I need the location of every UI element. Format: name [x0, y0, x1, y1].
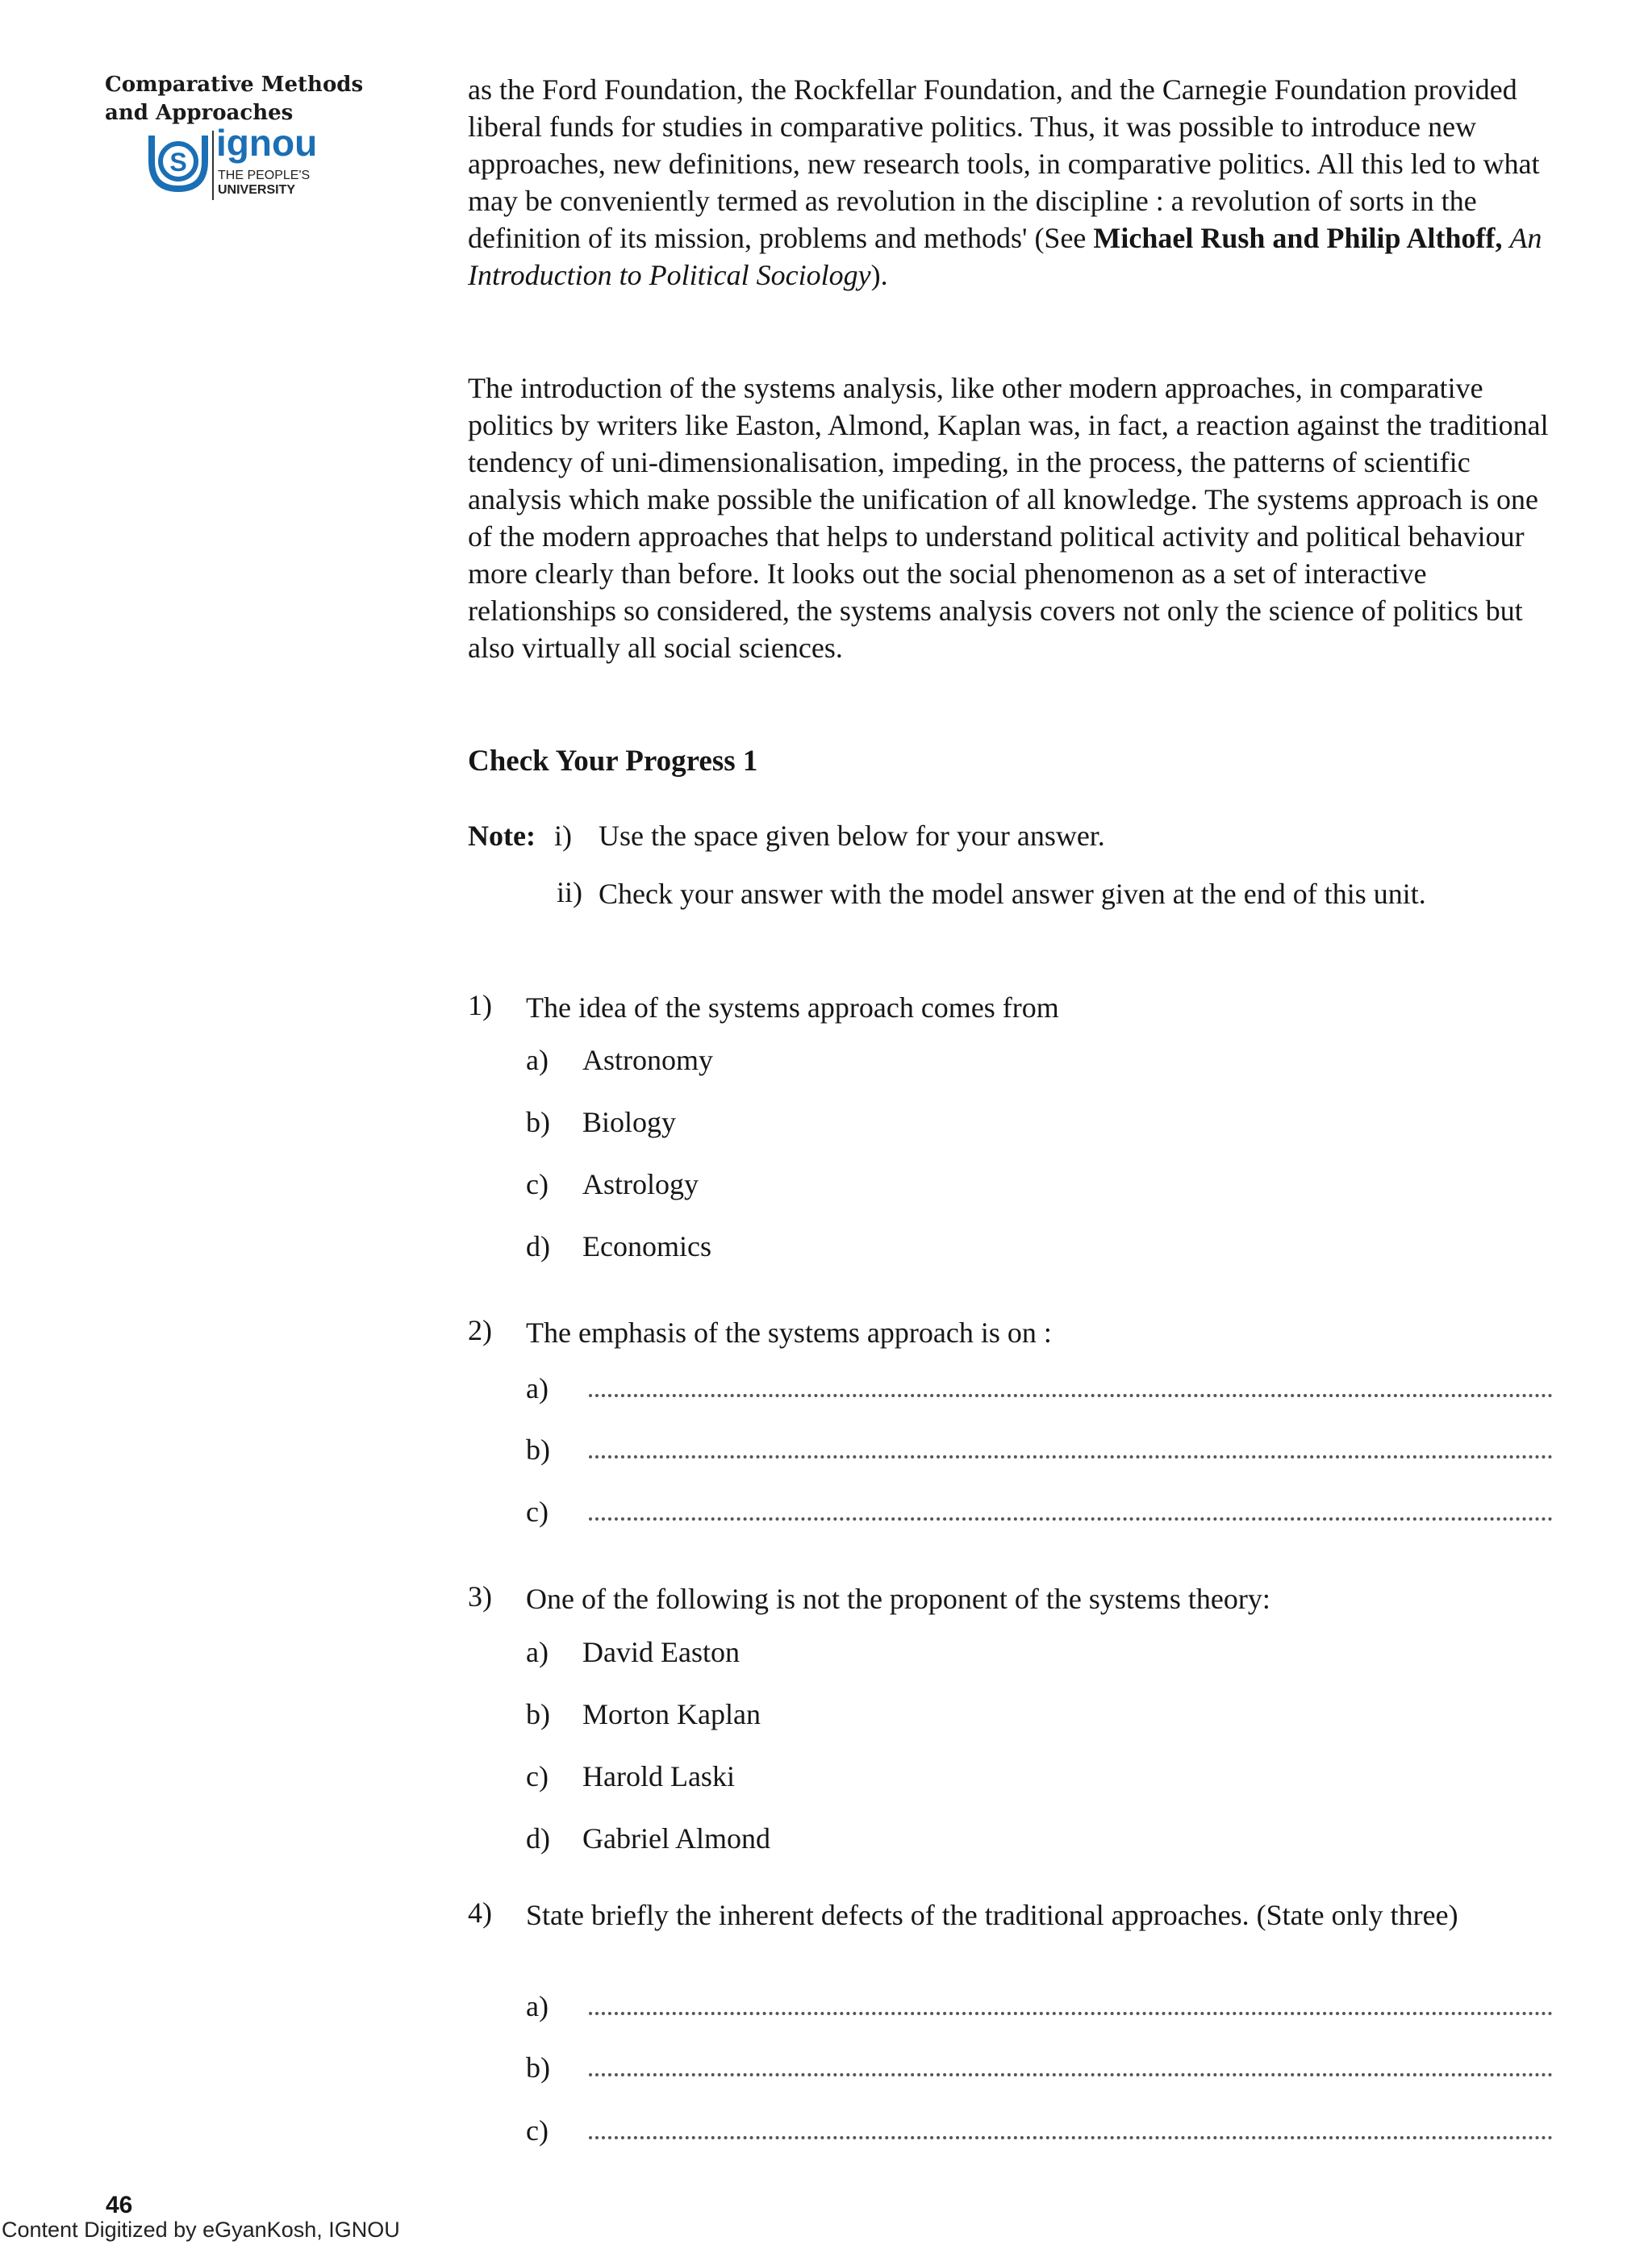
- paragraph-1-end: ).: [870, 259, 888, 291]
- question-1-option-b-letter: b): [526, 1106, 550, 1138]
- question-3-number: 3): [468, 1580, 492, 1613]
- question-2-blank-c-letter: c): [526, 1496, 549, 1528]
- question-4-text: State briefly the inherent defects of the traditional approaches. (State only three): [526, 1899, 1458, 1931]
- question-1-option-a: Astronomy: [582, 1044, 713, 1076]
- logo-divider: [212, 131, 214, 200]
- question-3-text: One of the following is not the proponent of the systems theory:: [526, 1583, 1270, 1615]
- check-progress-title: Check Your Progress 1: [468, 745, 758, 778]
- question-3-option-b-letter: b): [526, 1698, 550, 1730]
- paragraph-2: The introduction of the systems analysis, like other modern approaches, in comparative politics by writers like Easton, Almond, Kaplan was, in fact, a reaction against the traditional tendency of uni-dimensionalisation, impeding, in the process, the patterns of scientific analysis which make possible the unification of all knowledge. The systems approach is one of the modern approaches that helps to understand political activity and political behaviour more clearly than before. It looks out the social phenomenon as a set of interactive relationships so considered, the systems analysis covers not only the science of politics but also virtually all social sciences.: [468, 372, 1549, 664]
- ignou-emblem-icon: [145, 129, 211, 195]
- question-1-text: The idea of the systems approach comes from: [526, 991, 1059, 1024]
- question-1-option-c: Astrology: [582, 1168, 699, 1200]
- question-1-option-d-letter: d): [526, 1230, 550, 1262]
- paragraph-1-authors: Michael Rush and Philip Althoff,: [1093, 222, 1503, 254]
- question-3-option-b: Morton Kaplan: [582, 1698, 761, 1730]
- question-2-blank-b-letter: b): [526, 1433, 550, 1466]
- question-1-option-a-letter: a): [526, 1044, 549, 1076]
- note-ii-number: ii): [557, 876, 582, 908]
- question-4-blank-c-letter: c): [526, 2114, 549, 2147]
- digitization-credit: Content Digitized by eGyanKosh, IGNOU: [2, 2218, 400, 2242]
- question-1-number: 1): [468, 989, 492, 1021]
- question-2-answer-line-b[interactable]: [589, 1455, 1553, 1458]
- paragraph-1-text: as the Ford Foundation, the Rockfellar Foundation, and the Carnegie Foundation provided liberal funds for studies in comparative politics. Thus, it was possible to introduce new approaches, new definitions, new research tools, in comparative politics. All this led to what may be conveniently termed as revolution in the discipline : a revolution of sorts in the definition of its mission, problems and methods' (See: [468, 73, 1540, 254]
- paragraph-1-book-title: An Introduction to Political Sociology: [468, 222, 1542, 291]
- question-2-answer-line-c[interactable]: [589, 1517, 1553, 1521]
- question-3-option-d: Gabriel Almond: [582, 1822, 770, 1855]
- paragraph-1: [468, 71, 1553, 294]
- question-3-option-c: Harold Laski: [582, 1760, 735, 1792]
- question-2-number: 2): [468, 1314, 492, 1346]
- question-4-answer-line-c[interactable]: [589, 2136, 1553, 2139]
- question-4-answer-line-a[interactable]: [589, 2012, 1553, 2015]
- note-i-number: i): [554, 820, 572, 852]
- question-4-blank-b-letter: b): [526, 2051, 550, 2084]
- question-4-blank-a-letter: a): [526, 1990, 549, 2022]
- page-number: 46: [106, 2192, 133, 2218]
- logo-tagline-1: THE PEOPLE'S: [218, 169, 311, 182]
- ignou-logo: [145, 122, 331, 202]
- note-ii-text: Check your answer with the model answer given at the end of this unit.: [599, 878, 1426, 910]
- logo-tagline-2: UNIVERSITY: [218, 183, 296, 197]
- question-3-option-d-letter: d): [526, 1822, 550, 1855]
- question-3-option-c-letter: c): [526, 1760, 549, 1792]
- question-1-option-c-letter: c): [526, 1168, 549, 1200]
- question-2-answer-line-a[interactable]: [589, 1394, 1553, 1397]
- question-2-blank-a-letter: a): [526, 1372, 549, 1404]
- note-label: Note:: [468, 820, 536, 852]
- note-i-text: Use the space given below for your answer.: [599, 820, 1105, 852]
- question-1-option-b: Biology: [582, 1106, 677, 1138]
- question-4-number: 4): [468, 1897, 492, 1929]
- question-4-answer-line-b[interactable]: [589, 2073, 1553, 2076]
- question-1-option-d: Economics: [582, 1230, 711, 1262]
- question-2-text: The emphasis of the systems approach is on :: [526, 1317, 1052, 1349]
- question-3-option-a: David Easton: [582, 1636, 740, 1668]
- section-title: Comparative Methods and Approaches: [105, 73, 364, 125]
- logo-wordmark: ignou: [216, 122, 318, 164]
- svg-text:S: S: [169, 148, 187, 177]
- question-3-option-a-letter: a): [526, 1636, 549, 1668]
